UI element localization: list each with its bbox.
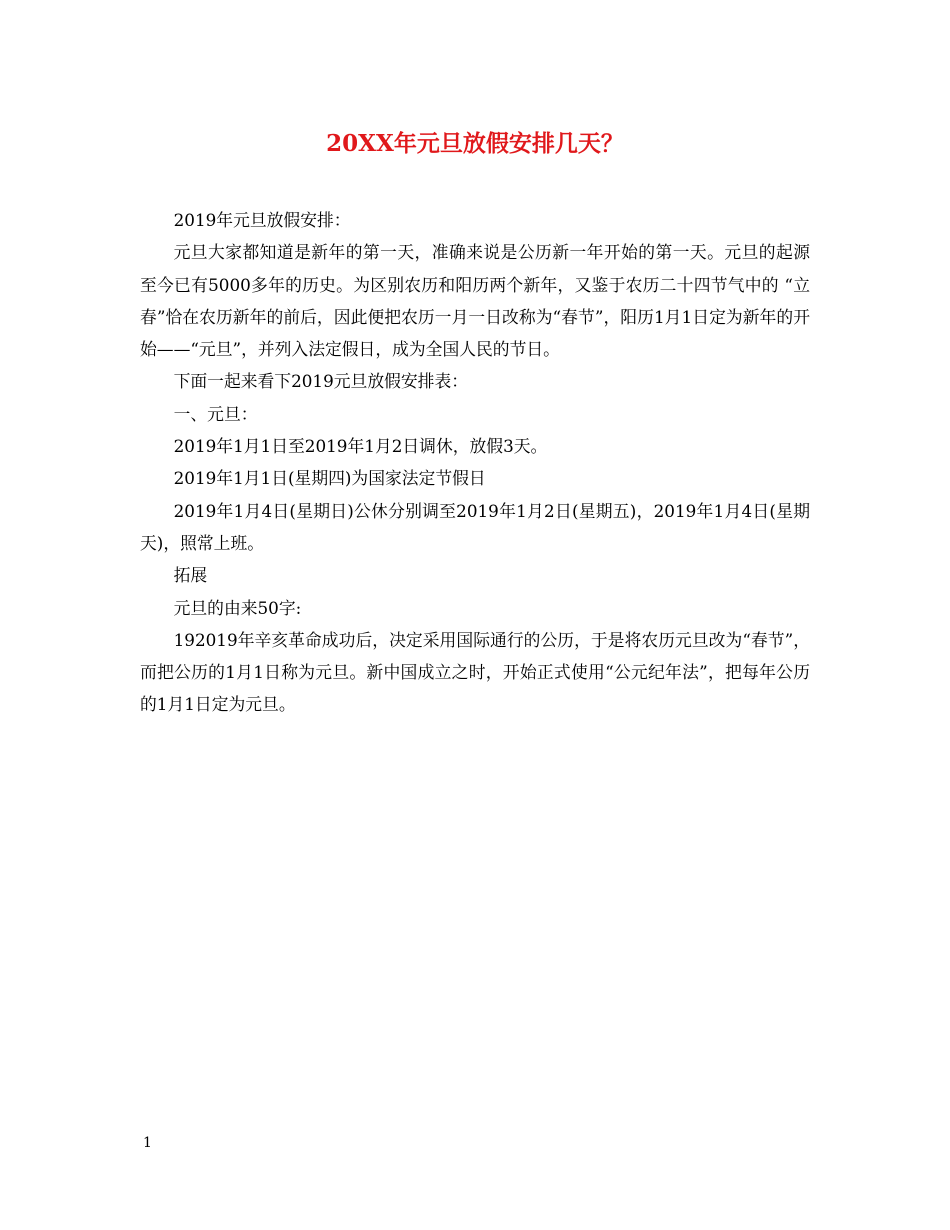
- paragraph-section-heading: 一、元旦：: [173, 403, 258, 424]
- paragraph-holiday-dates: 2019年1月1日至2019年1月2日调休，放假3天。: [173, 436, 548, 457]
- paragraph-origin-heading: 元旦的由来50字:: [173, 597, 302, 618]
- paragraph-extension-heading: 拓展: [173, 565, 208, 586]
- page-number: 1: [143, 1135, 152, 1151]
- document-title: 20XX年元旦放假安排几天？: [326, 130, 624, 157]
- paragraph-schedule-intro: 下面一起来看下2019元旦放假安排表：: [173, 371, 469, 392]
- paragraph-schedule-heading: 2019年元旦放假安排：: [173, 210, 351, 230]
- paragraph-origin-history: 192019年辛亥革命成功后，决定采用国际通行的公历，于是将农历元旦改为“春节”，而把公历的1月1日称为元旦。新中国成立之时，开始正式使用“公元纪年法”，把每年公历的1月1日定为元旦。: [140, 629, 810, 715]
- paragraph-legal-holiday: 2019年1月1日(星期四)为国家法定节假日: [173, 468, 486, 489]
- document-body: [140, 204, 810, 721]
- paragraph-origin: 元旦大家都知道是新年的第一天，准确来说是公历新一年开始的第一天。元旦的起源至今已有5000多年的历史。为区别农历和阳历两个新年，又鉴于农历二十四节气中的 “立春”恰在农历新年的前后，因此便把农历一月一日改称为“春节”，阳历1月1日定为新年的开始——“元旦”，并列入法定假日，成为全国人民的节日。: [140, 242, 810, 360]
- paragraph-workday-swap: 2019年1月4日(星期日)公休分别调至2019年1月2日(星期五)，2019年1月4日(星期天)，照常上班。: [140, 500, 810, 553]
